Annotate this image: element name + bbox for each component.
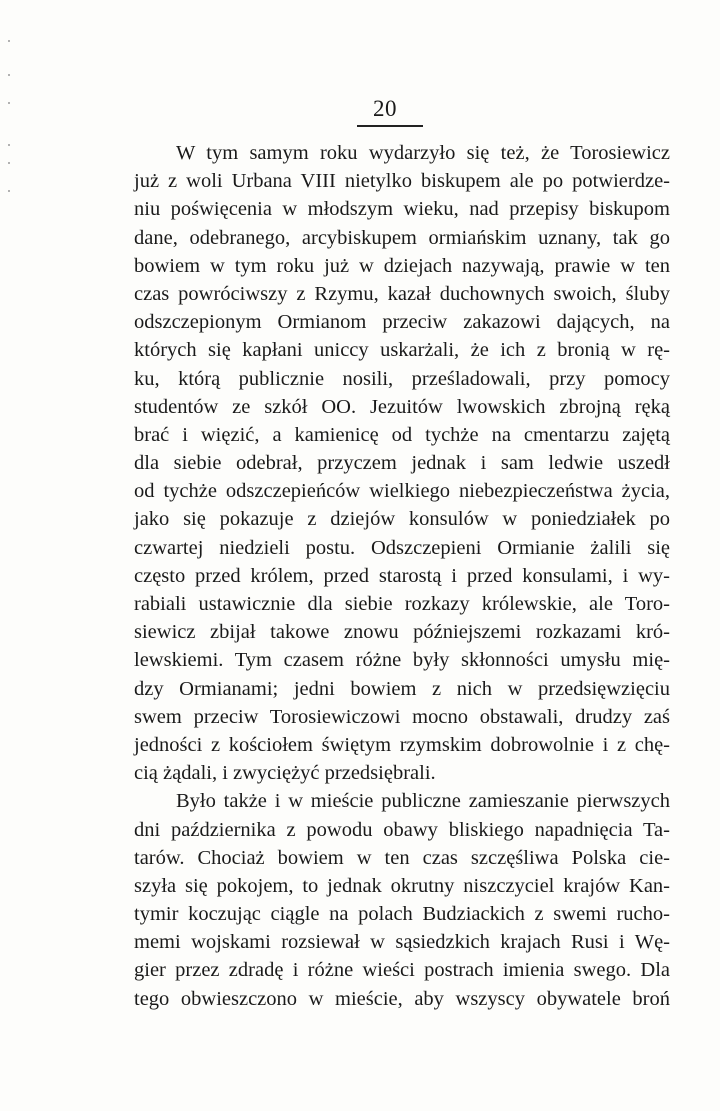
text-line: od tychże odszczepieńców wielkiego niebezpieczeństwa życia, <box>134 480 670 503</box>
paragraph-2 <box>134 787 670 1013</box>
text-line: ku, którą publicznie nosili, prześladowali, przy pomocy <box>134 367 670 390</box>
text-line: lewskiemi. Tym czasem różne były skłonności umysłu mię- <box>134 649 670 672</box>
text-line: tego obwieszczono w mieście, aby wszyscy obywatele broń <box>134 987 670 1010</box>
text-line: których się kapłani uniccy uskarżali, że ich z bronią w rę- <box>134 339 670 362</box>
text-line: szyła się pokojem, to jednak okrutny niszczyciel krajów Kan- <box>134 874 670 897</box>
page-number: 20 <box>373 96 397 121</box>
text-line: rabiali ustawicznie dla siebie rozkazy królewskie, ale Toro- <box>134 593 670 615</box>
text-line: dni października z powodu obawy bliskiego napadnięcia Ta- <box>134 818 670 841</box>
text-line: bowiem w tym roku już w dziejach nazywają, prawie w ten <box>134 254 670 277</box>
text-line: czwartej niedzieli postu. Odszczepieni Ormianie żalili się <box>134 536 670 559</box>
page-edge-marks <box>6 40 12 240</box>
text-line: często przed królem, przed starostą i przed konsulami, i wy- <box>134 564 670 587</box>
text-line: swem przeciw Torosiewiczowi mocno obstawali, drudzy zaś <box>134 705 670 728</box>
text-line: studentów ze szkół OO. Jezuitów lwowskich zbrojną ręką <box>134 395 670 418</box>
text-line: dane, odebranego, arcybiskupem ormiańskim uznany, tak go <box>134 226 670 249</box>
text-line: czas powróciwszy z Rzymu, kazał duchownych swoich, śluby <box>134 282 670 305</box>
text-line: memi wojskami rozsiewał w sąsiedzkich krajach Rusi i Wę- <box>134 931 670 954</box>
text-line: niu poświęcenia w młodszym wieku, nad przepisy biskupom <box>134 198 670 221</box>
text-line: tymir koczując ciągle na polach Budziackich z swemi rucho- <box>134 903 670 926</box>
text-line: gier przez zdradę i różne wieści postrach imienia swego. Dla <box>134 959 670 982</box>
text-line: W tym samym roku wydarzyło się też, że Torosiewicz <box>176 142 670 164</box>
body-text <box>134 139 670 1013</box>
text-line: już z woli Urbana VIII nietylko biskupem ale po potwierdze- <box>134 170 670 193</box>
text-line: tarów. Chociaż bowiem w ten czas szczęśliwa Polska cie- <box>134 846 670 869</box>
text-line: siewicz zbijał takowe znowu późniejszemi rozkazami kró- <box>134 621 670 644</box>
paragraph-1 <box>134 139 670 787</box>
text-line: brać i więzić, a kamienicę od tychże na cmentarzu zajętą <box>134 423 670 446</box>
text-line: jedności z kościołem świętym rzymskim dobrowolnie i z chę- <box>134 733 670 756</box>
text-line: dzy Ormianami; jedni bowiem z nich w przedsięwzięciu <box>134 677 670 700</box>
text-line: dla siebie odebrał, przyczem jednak i sam ledwie uszedł <box>134 452 670 475</box>
text-line: jako się pokazuje z dziejów konsulów w poniedziałek po <box>134 508 670 531</box>
text-line: cią żądali, i zwyciężyć przedsiębrali. <box>134 762 436 785</box>
text-line: odszczepionym Ormianom przeciw zakazowi dających, na <box>134 311 670 334</box>
page-number-rule <box>357 125 423 127</box>
text-line: Było także i w mieście publiczne zamieszanie pierwszych <box>176 790 670 813</box>
